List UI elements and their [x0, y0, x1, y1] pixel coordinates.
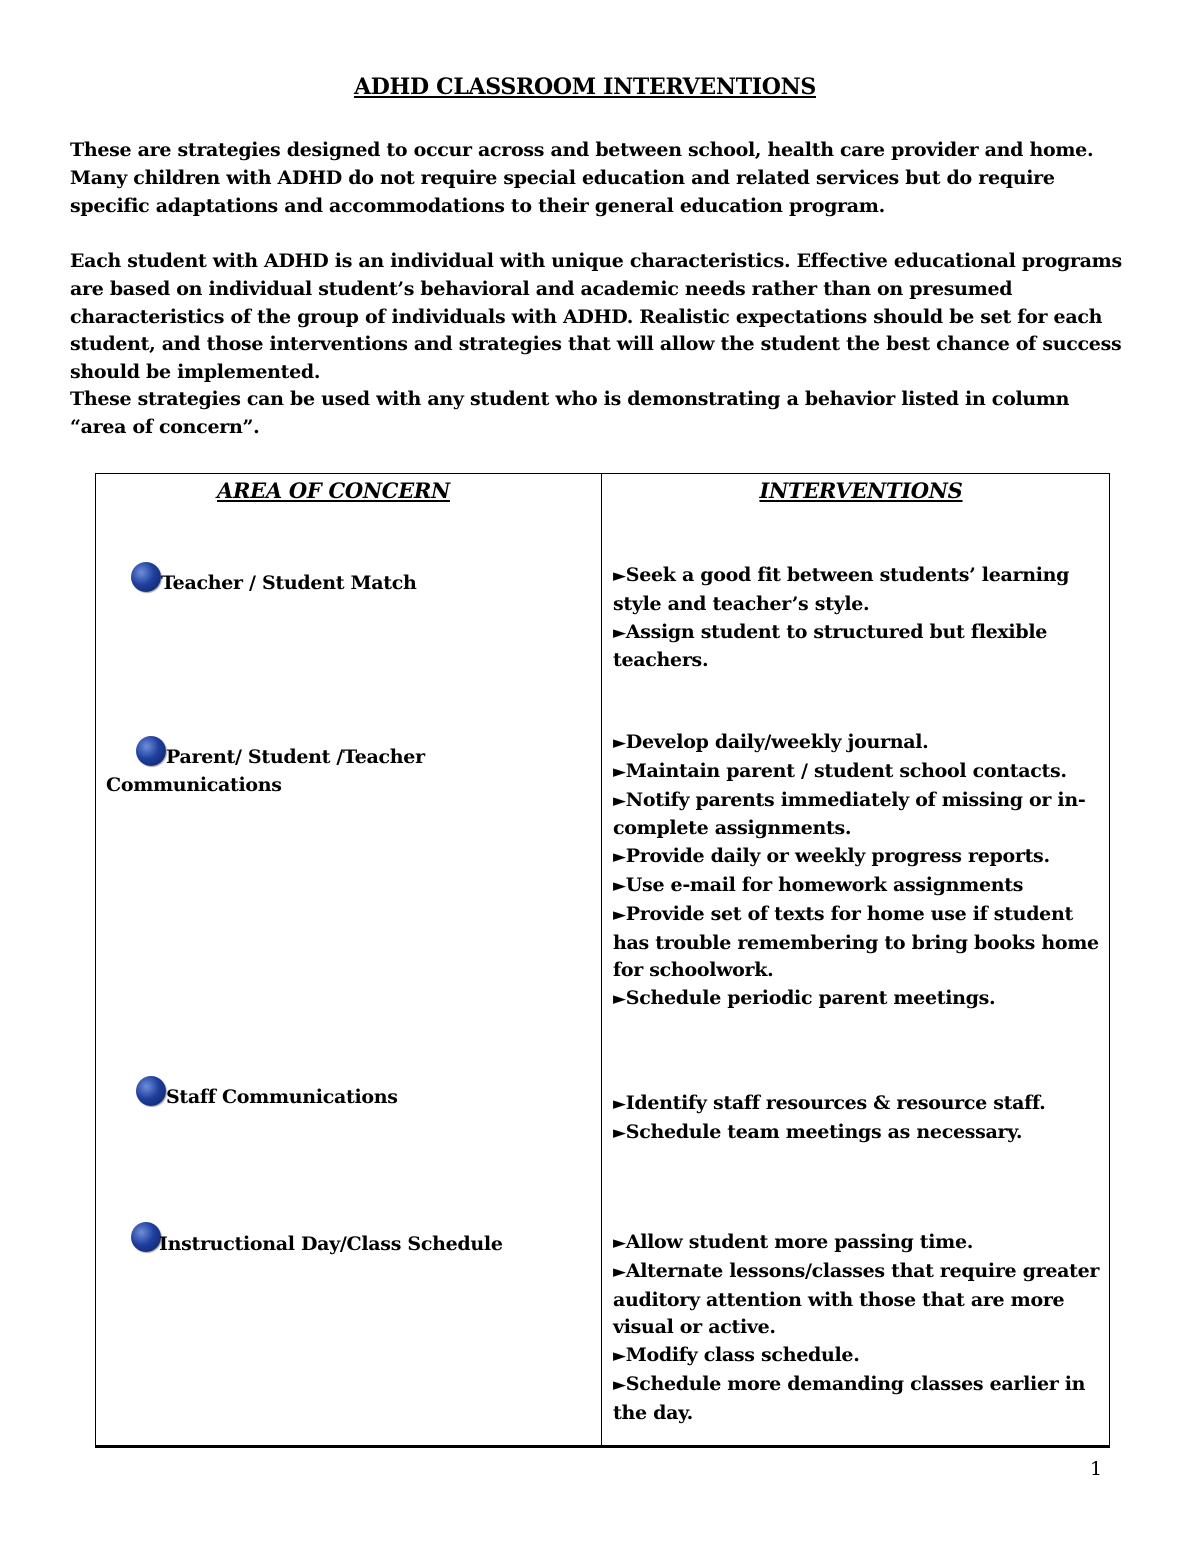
intro-text-1: These are strategies designed to occur across and between school, health care provider and home. Many children with ADHD do not require special education and related services but do require specific adaptations and accommodations to their general education program. [70, 139, 1094, 217]
triangle-bullet-icon: ► [613, 1233, 626, 1253]
concern-instructional-day [159, 1230, 503, 1258]
intro-text-2: Each student with ADHD is an individual with unique characteristics. Effective educational programs are based on individual student’s behavioral and academic needs rather than on presumed characteristics of the group of individuals with ADHD. Realistic expectations should be set for each student, and those interventions and strategies that will allow the student the best chance of success should be implemented. [70, 250, 1122, 384]
intervention-item: ►Allow student more passing time. [613, 1231, 974, 1253]
header-area-of-concern: AREA OF CONCERN [217, 478, 450, 503]
concern-parent-student-teacher [106, 743, 425, 799]
intervention-item: ►Use e-mail for homework assignments [613, 873, 1024, 896]
page-number: 1 [1090, 1458, 1103, 1480]
intervention-item: ►Schedule team meetings as necessary. [613, 1120, 1023, 1143]
concern-teacher-student-match [161, 569, 417, 597]
concern-label: Parent/ Student /Teacher [166, 746, 425, 768]
intro-paragraph-1 [70, 137, 1130, 220]
triangle-bullet-icon: ► [613, 1346, 626, 1367]
blue-sphere-icon [131, 1222, 161, 1252]
triangle-bullet-icon: ► [613, 1374, 626, 1395]
intro-paragraph-2 [70, 248, 1130, 387]
triangle-bullet-icon: ► [613, 875, 626, 896]
intervention-item: ►Develop daily/weekly journal. [613, 731, 929, 753]
intervention-item: ►Provide set of texts for home use if student has trouble remembering to bring books home for schoolwork. [613, 902, 1099, 982]
triangle-bullet-icon: ► [613, 566, 626, 586]
intervention-item: ►Alternate lessons/classes that require greater auditory attention with those that are more visual or active. [613, 1259, 1100, 1339]
triangle-bullet-icon: ► [613, 1122, 626, 1143]
intervention-item: ►Modify class schedule. [613, 1344, 860, 1367]
triangle-bullet-icon: ► [613, 847, 626, 868]
blue-sphere-icon [131, 562, 161, 592]
interventions-list-0 [613, 562, 1105, 675]
triangle-bullet-icon: ► [613, 790, 626, 811]
column-divider [601, 474, 602, 1445]
intervention-item: ►Seek a good fit between students’ learning style and teacher’s style. [613, 564, 1070, 615]
blue-sphere-icon [136, 736, 166, 766]
interventions-list-2 [613, 1090, 1105, 1148]
concern-label-continued: Communications [106, 774, 282, 796]
document-title: ADHD CLASSROOM INTERVENTIONS [353, 74, 817, 100]
intervention-item: ►Schedule more demanding classes earlier in the day. [613, 1372, 1086, 1424]
intervention-item: ►Notify parents immediately of missing or in-complete assignments. [613, 788, 1086, 840]
triangle-bullet-icon: ► [613, 622, 626, 643]
triangle-bullet-icon: ► [613, 904, 626, 925]
interventions-list-1 [613, 729, 1105, 1014]
intervention-item: ►Identify staff resources & resource staff. [613, 1092, 1046, 1114]
intro-paragraph-3 [70, 386, 1130, 442]
concern-staff-communications [166, 1083, 398, 1111]
intro-text-3: These strategies can be used with any student who is demonstrating a behavior listed in column “area of concern”. [70, 388, 1070, 438]
triangle-bullet-icon: ► [613, 1094, 626, 1114]
interventions-table [95, 473, 1110, 1448]
blue-sphere-icon [136, 1076, 166, 1106]
intervention-item: ►Assign student to structured but flexible teachers. [613, 620, 1048, 672]
concern-label: Instructional Day/Class Schedule [159, 1233, 503, 1255]
intervention-item: ►Schedule periodic parent meetings. [613, 987, 996, 1010]
intervention-item: ►Provide daily or weekly progress reports. [613, 845, 1050, 868]
concern-label: Staff Communications [166, 1086, 398, 1108]
header-interventions: INTERVENTIONS [759, 478, 963, 503]
triangle-bullet-icon: ► [613, 733, 626, 753]
triangle-bullet-icon: ► [613, 761, 626, 782]
interventions-list-3 [613, 1229, 1105, 1428]
triangle-bullet-icon: ► [613, 989, 626, 1010]
concern-label: Teacher / Student Match [161, 572, 417, 594]
triangle-bullet-icon: ► [613, 1261, 626, 1282]
intervention-item: ►Maintain parent / student school contacts. [613, 759, 1067, 782]
